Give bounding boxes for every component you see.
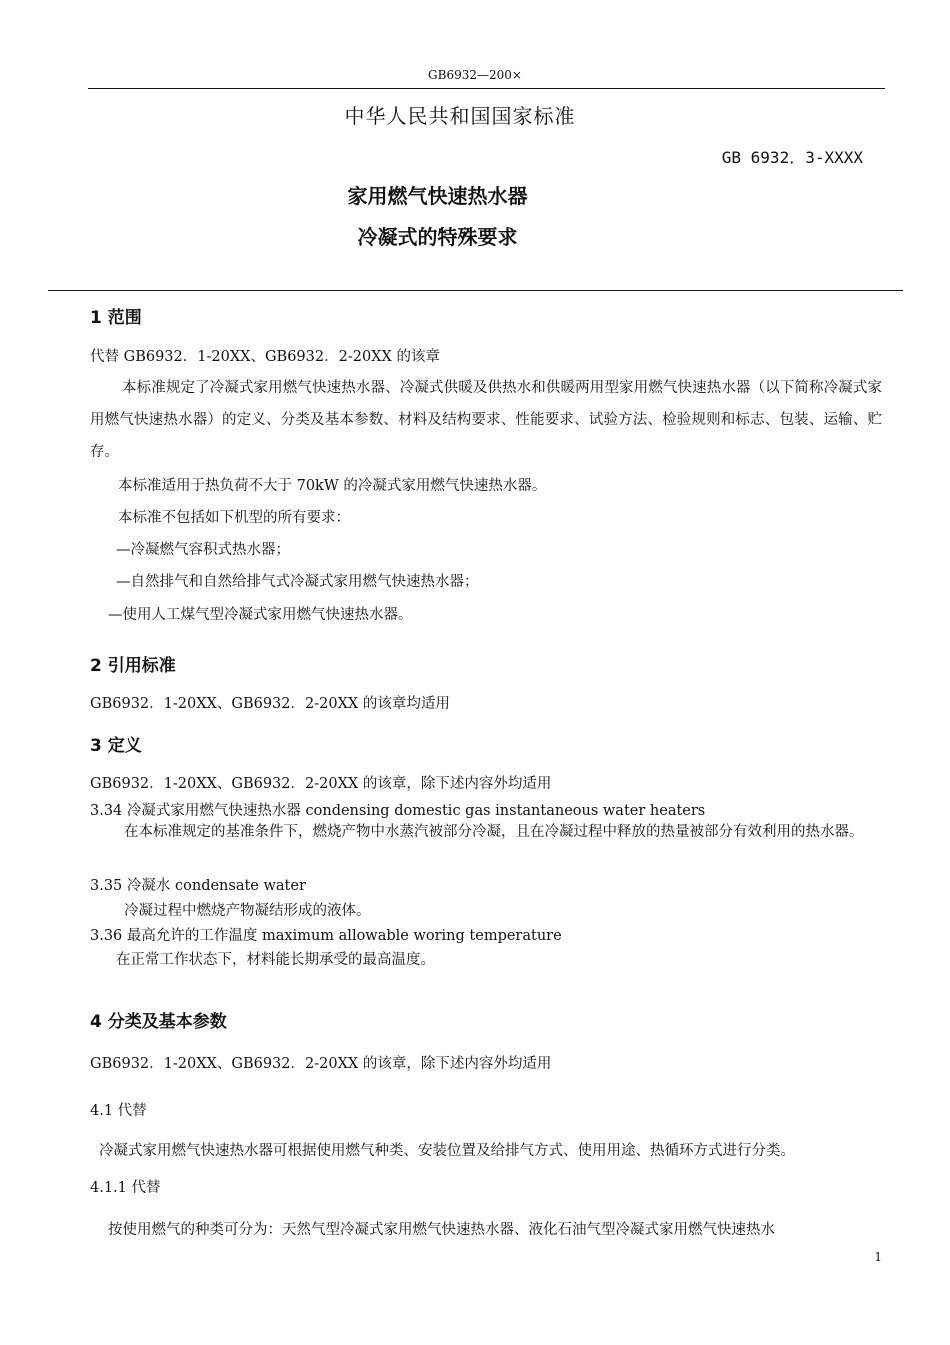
section-1-paragraph-scope: 本标准规定了冷凝式家用燃气快速热水器、冷凝式供暖及供热水和供暖两用型家用燃气快速热水器（以下简称冷凝式家用燃气快速热水器）的定义、分类及基本参数、材料及结构要求、性能要求、试验方法、检验规则和标志、包装、运输、贮存。: [90, 380, 882, 460]
definition-3-35-term: 3.35 冷凝水 condensate water: [90, 878, 306, 894]
exclusion-item-1: —冷凝燃气容积式热水器；: [116, 542, 290, 558]
clause-4-1-text: 冷凝式家用燃气快速热水器可根据使用燃气种类、安装位置及给排气方式、使用用途、热循环方式进行分类。: [99, 1143, 795, 1159]
exclusion-item-3: —使用人工煤气型冷凝式家用燃气快速热水器。: [108, 607, 413, 623]
section-3-heading: 3 定义: [90, 736, 142, 756]
section-1-paragraph-exclusions: 本标准不包括如下机型的所有要求：: [118, 510, 350, 526]
section-1-heading: 1 范围: [90, 308, 142, 328]
definition-3-34-term: 3.34 冷凝式家用燃气快速热水器 condensing domestic gas instantaneous water heaters: [90, 803, 706, 819]
page-number: 1: [874, 1250, 882, 1264]
clause-4-1-1-heading: 4.1.1 代替: [90, 1180, 161, 1196]
exclusion-item-2: —自然排气和自然给排气式冷凝式家用燃气快速热水器；: [116, 574, 479, 590]
clause-4-1-heading: 4.1 代替: [90, 1103, 147, 1119]
section-3-intro: GB6932．1-20XX、GB6932．2-20XX 的该章，除下述内容外均适用: [90, 776, 552, 792]
definition-3-34-text: 在本标准规定的基准条件下，燃烧产物中水蒸汽被部分冷凝，且在冷凝过程中释放的热量被部分有效利用的热水器。: [124, 824, 864, 840]
section-2-heading: 2 引用标准: [90, 656, 176, 676]
title-line-1: 家用燃气快速热水器: [347, 184, 528, 208]
section-1-replace-note: 代替 GB6932．1-20XX、GB6932．2-20XX 的该章: [90, 349, 440, 365]
section-4-heading: 4 分类及基本参数: [90, 1012, 227, 1032]
definition-3-35-text: 冷凝过程中燃烧产物凝结形成的液体。: [124, 903, 371, 919]
header-rule: [88, 88, 885, 89]
standard-number: GB 6932．3-XXXX: [721, 148, 863, 167]
clause-4-1-1-text: 按使用燃气的种类可分为：天然气型冷凝式家用燃气快速热水器、液化石油气型冷凝式家用燃气快速热水: [108, 1222, 775, 1238]
title-rule: [48, 290, 903, 291]
title-line-2: 冷凝式的特殊要求: [357, 225, 518, 249]
national-standard-label: 中华人民共和国国家标准: [344, 104, 576, 128]
section-1-paragraph-applicability: 本标准适用于热负荷不大于 70kW 的冷凝式家用燃气快速热水器。: [118, 478, 547, 494]
definition-3-36-text: 在正常工作状态下，材料能长期承受的最高温度。: [116, 952, 435, 968]
section-2-text: GB6932．1-20XX、GB6932．2-20XX 的该章均适用: [90, 696, 450, 712]
definition-3-36-term: 3.36 最高允许的工作温度 maximum allowable woring temperature: [90, 928, 562, 944]
header-doc-code: GB6932—200×: [428, 68, 522, 82]
section-4-intro: GB6932．1-20XX、GB6932．2-20XX 的该章，除下述内容外均适用: [90, 1056, 552, 1072]
